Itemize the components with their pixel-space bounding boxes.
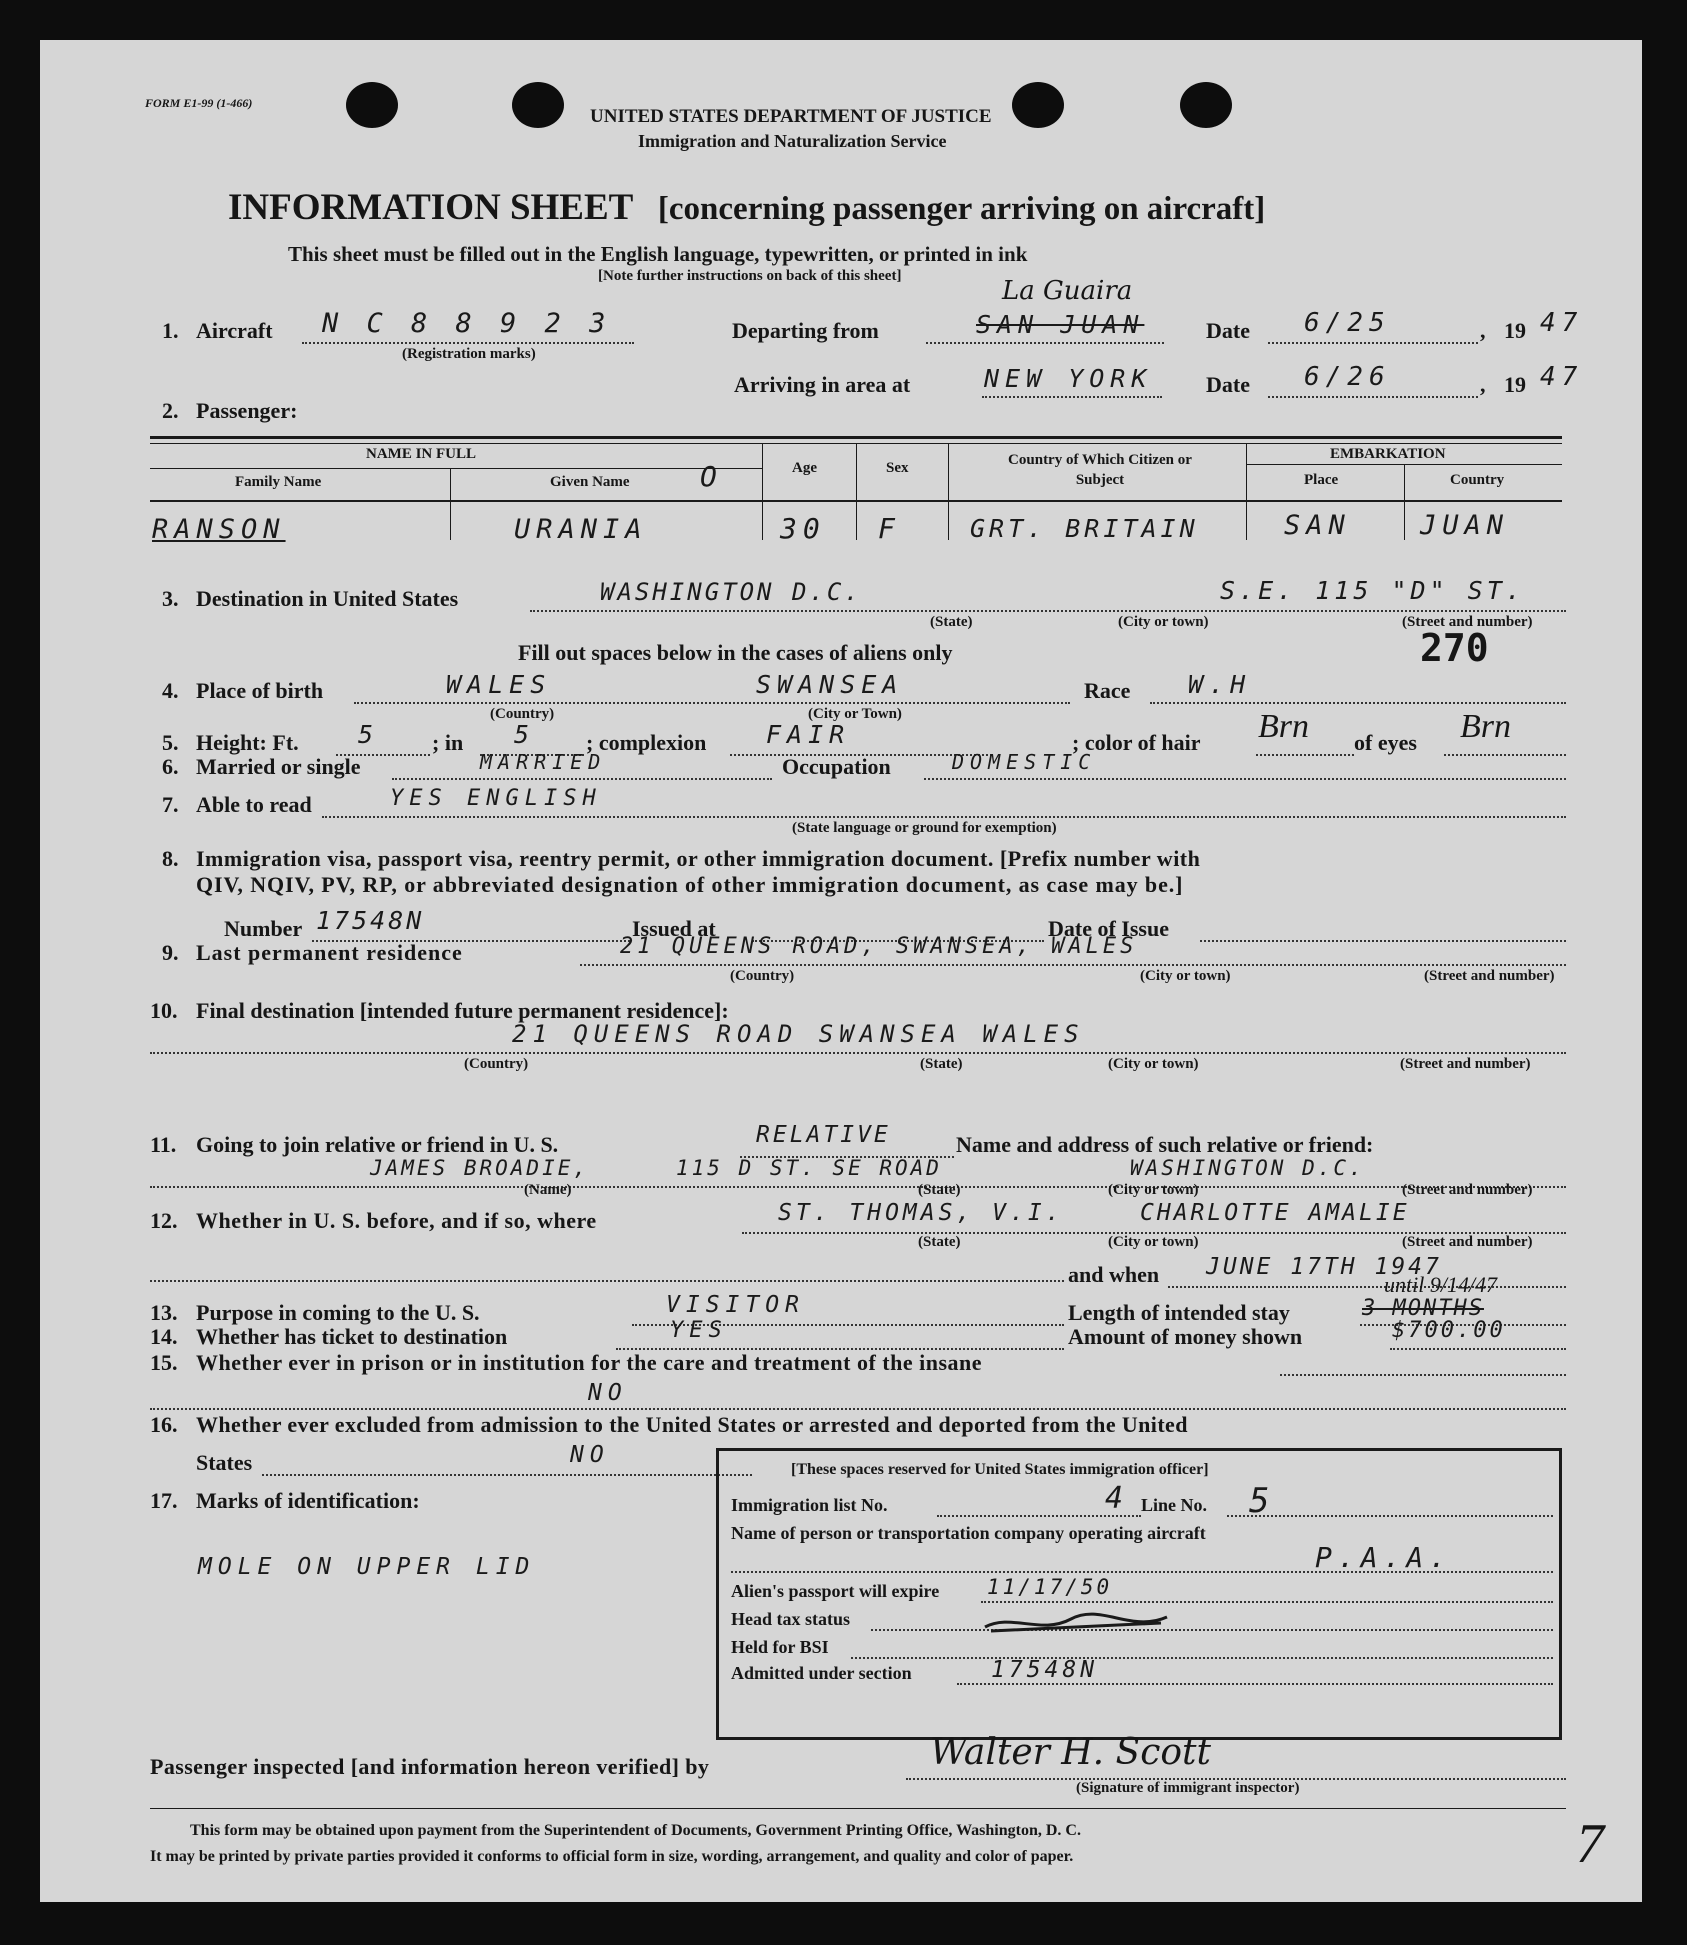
- department-name: UNITED STATES DEPARTMENT OF JUSTICE: [590, 106, 992, 127]
- embark-country-value: JUAN: [1420, 510, 1510, 541]
- marks-label: Marks of identification:: [196, 1488, 420, 1513]
- line-no-label: Line No.: [1141, 1495, 1208, 1515]
- excluded-label-line2: States: [196, 1450, 253, 1475]
- arriving-label: Arriving in area at: [734, 372, 911, 397]
- in-us-before-city: CHARLOTTE AMALIE: [1140, 1200, 1410, 1226]
- form-title: [228, 186, 1265, 229]
- header-emb-country: Country: [1450, 472, 1505, 488]
- item14-number: 14.: [150, 1324, 178, 1349]
- caption-country-10: (Country): [464, 1056, 529, 1072]
- number-label: Number: [224, 916, 303, 941]
- aliens-note: Fill out spaces below in the cases of aliens only: [518, 640, 953, 665]
- head-tax-scribble: [981, 1609, 1171, 1637]
- document-text-line1: Immigration visa, passport visa, reentry permit, or other immigration document. [Prefix number with: [196, 846, 1201, 871]
- caption-city-12: (City or town): [1108, 1234, 1199, 1250]
- passenger-label: Passenger:: [196, 398, 298, 423]
- purpose-label: Purpose in coming to the U. S.: [196, 1300, 480, 1325]
- caption-state-11: (State): [918, 1182, 961, 1198]
- admitted-value: 17548N: [991, 1657, 1099, 1683]
- depart-date-label: Date: [1206, 318, 1250, 343]
- form-code: FORM E1-99 (1-466): [145, 96, 253, 110]
- item1-number: 1.: [162, 318, 179, 343]
- in-us-before-where: ST. THOMAS, V.I.: [778, 1200, 1064, 1226]
- stay-label: Length of intended stay: [1068, 1300, 1290, 1325]
- caption-city-9: (City or town): [1140, 968, 1231, 984]
- caption-country: (Country): [490, 706, 555, 722]
- final-destination-value: 21 QUEENS ROAD SWANSEA WALES: [512, 1020, 1085, 1048]
- item17-number: 17.: [150, 1488, 178, 1513]
- item5-number: 5.: [162, 730, 179, 755]
- citizen-country-value: GRT. BRITAIN: [970, 514, 1199, 543]
- officer-box: [716, 1448, 1562, 1740]
- caption-state-12: (State): [918, 1234, 961, 1250]
- marks-value: MOLE ON UPPER LID: [198, 1554, 536, 1580]
- scribble-mark: [981, 1609, 1171, 1637]
- caption-street-11: (Street and number): [1402, 1182, 1533, 1198]
- caption-city-town: (City or Town): [808, 706, 902, 722]
- item15-number: 15.: [150, 1350, 178, 1375]
- caption-country-9: (Country): [730, 968, 795, 984]
- excluded-value: NO: [570, 1442, 610, 1468]
- item4-number: 4.: [162, 678, 179, 703]
- final-destination-label: Final destination [intended future permanent residence]:: [196, 998, 729, 1023]
- document-number-value: 17548N: [316, 906, 425, 935]
- footer-line1: This form may be obtained upon payment from the Superintendent of Documents, Government Printing Office, Washington, D. C.: [190, 1822, 1081, 1839]
- header-place: Place: [1304, 472, 1339, 488]
- caption-city: (City or town): [1118, 614, 1209, 630]
- item12-number: 12.: [150, 1208, 178, 1233]
- arrive-year-prefix: 19: [1504, 372, 1526, 397]
- immigration-list-label: Immigration list No.: [731, 1495, 888, 1515]
- page-mark: 7: [1576, 1813, 1604, 1875]
- departing-label: Departing from: [732, 318, 879, 343]
- line-no-value: 5: [1249, 1481, 1276, 1521]
- header-sex: Sex: [886, 460, 909, 476]
- prison-label: Whether ever in prison or in institution for the care and treatment of the insane: [196, 1350, 983, 1375]
- stay-value: 3 MONTHS: [1362, 1296, 1484, 1321]
- family-name-value: RANSON: [152, 514, 286, 545]
- sex-value: F: [878, 512, 901, 545]
- departing-value: SAN JUAN: [976, 310, 1145, 339]
- caption-city-11: (City or town): [1108, 1182, 1199, 1198]
- relative-city-value: WASHINGTON D.C.: [1130, 1156, 1365, 1180]
- join-relative-value: RELATIVE: [756, 1122, 891, 1148]
- complexion-value: FAIR: [766, 720, 851, 749]
- when-label: and when: [1068, 1262, 1160, 1287]
- footer-line2: It may be printed by private parties provided it conforms to official form in size, wording, arrangement, and quality and color of paper.: [150, 1848, 1074, 1865]
- title-bracket: [concerning passenger arriving on aircraft]: [657, 191, 1266, 227]
- officer-box-title: [These spaces reserved for United States immigration officer]: [791, 1461, 1209, 1478]
- ticket-label: Whether has ticket to destination: [196, 1324, 508, 1349]
- item8-number: 8.: [162, 846, 179, 871]
- relative-address-label: Name and address of such relative or friend:: [956, 1132, 1374, 1157]
- item9-number: 9.: [162, 940, 179, 965]
- instruction-text: This sheet must be filled out in the English language, typewritten, or printed in ink: [288, 242, 1028, 266]
- arriving-value: NEW YORK: [984, 364, 1153, 393]
- caption-street-10: (Street and number): [1400, 1056, 1531, 1072]
- item7-number: 7.: [162, 792, 179, 817]
- departing-correction: La Guaira: [1002, 276, 1133, 306]
- read-value: YES ENGLISH: [390, 786, 602, 811]
- passport-expire-value: 11/17/50: [987, 1575, 1113, 1599]
- arrive-year: 47: [1540, 362, 1584, 392]
- item10-number: 10.: [150, 998, 178, 1023]
- height-ft-value: 5: [358, 720, 380, 749]
- header-family-name: Family Name: [235, 474, 322, 490]
- inspected-label: Passenger inspected [and information hereon verified] by: [150, 1754, 710, 1779]
- hair-value: Brn: [1258, 708, 1309, 745]
- item3-number: 3.: [162, 586, 179, 611]
- embark-place-value: SAN: [1284, 510, 1351, 541]
- punch-hole: [346, 82, 398, 128]
- in-us-before-label: Whether in U. S. before, and if so, where: [196, 1208, 597, 1233]
- registration-caption: (Registration marks): [402, 346, 536, 362]
- signature-caption: (Signature of immigrant inspector): [1076, 1780, 1300, 1796]
- height-in-value: 5: [514, 720, 536, 749]
- join-relative-label: Going to join relative or friend in U. S.: [196, 1132, 559, 1157]
- item6-number: 6.: [162, 754, 179, 779]
- destination-label: Destination in United States: [196, 586, 459, 611]
- punch-hole: [512, 82, 564, 128]
- money-value: $700.00: [1392, 1318, 1506, 1343]
- eyes-label: of eyes: [1354, 730, 1417, 755]
- prison-value: NO: [588, 1380, 628, 1406]
- caption-state: (State): [930, 614, 973, 630]
- item16-number: 16.: [150, 1412, 178, 1437]
- form-sheet: [40, 40, 1642, 1902]
- given-name-mark: O: [700, 460, 723, 493]
- complexion-label: ; complexion: [586, 730, 707, 755]
- depart-date: 6/25: [1304, 308, 1391, 338]
- caption-state-10: (State): [920, 1056, 963, 1072]
- service-name: Immigration and Naturalization Service: [638, 131, 947, 151]
- bsi-label: Held for BSI: [731, 1637, 829, 1657]
- date-of-issue-label: Date of Issue: [1048, 916, 1169, 941]
- excluded-label-line1: Whether ever excluded from admission to the United States or arrested and deported from the United: [196, 1412, 1188, 1437]
- occupation-value: DOMESTIC: [952, 750, 1097, 774]
- caption-name-11: (Name): [524, 1182, 572, 1198]
- height-in-label: ; in: [432, 730, 464, 755]
- caption-street-9: (Street and number): [1424, 968, 1555, 984]
- birth-city-value: SWANSEA: [756, 670, 904, 699]
- header-given-name: Given Name: [550, 474, 630, 490]
- arrive-date-label: Date: [1206, 372, 1250, 397]
- caption-street-12: (Street and number): [1402, 1234, 1533, 1250]
- race-value: W.H: [1188, 670, 1252, 699]
- header-embarkation: EMBARKATION: [1330, 446, 1446, 462]
- height-ft-label: Height: Ft.: [196, 730, 299, 755]
- married-label: Married or single: [196, 754, 361, 779]
- caption-city-10: (City or town): [1108, 1056, 1199, 1072]
- head-tax-label: Head tax status: [731, 1609, 851, 1629]
- age-value: 30: [780, 512, 826, 545]
- ticket-value: YES: [670, 1318, 728, 1343]
- relative-address-value: 115 D ST. SE ROAD: [676, 1156, 942, 1180]
- inspector-signature: Walter H. Scott: [930, 1732, 1211, 1773]
- depart-year-prefix: 19: [1504, 318, 1526, 343]
- caption-street: (Street and number): [1402, 614, 1533, 630]
- stamp-number: 270: [1420, 626, 1489, 670]
- read-label: Able to read: [196, 792, 312, 817]
- item13-number: 13.: [150, 1300, 178, 1325]
- comma: ,: [1480, 318, 1486, 343]
- last-residence-value: 21 QUEENS ROAD, SWANSEA, WALES: [620, 934, 1138, 959]
- header-country-citizen: Country of Which Citizen or Subject: [1008, 452, 1192, 488]
- issued-at-label: Issued at: [632, 916, 716, 941]
- item2-number: 2.: [162, 398, 179, 423]
- note-text: [Note further instructions on back of this sheet]: [598, 268, 902, 284]
- birth-country-value: WALES: [446, 670, 552, 699]
- birthplace-label: Place of birth: [196, 678, 324, 703]
- relative-name-value: JAMES BROADIE,: [370, 1156, 590, 1180]
- immigration-list-value: 4: [1105, 1481, 1130, 1516]
- money-label: Amount of money shown: [1068, 1324, 1303, 1349]
- given-name-value: URANIA: [514, 514, 648, 545]
- destination-street-value: S.E. 115 "D" ST.: [1220, 576, 1525, 605]
- when-value: JUNE 17TH 1947: [1206, 1254, 1442, 1280]
- destination-state-value: WASHINGTON D.C.: [600, 578, 862, 606]
- occupation-label: Occupation: [782, 754, 891, 779]
- item11-number: 11.: [150, 1132, 177, 1157]
- hair-label: ; color of hair: [1072, 730, 1201, 755]
- punch-hole: [1180, 82, 1232, 128]
- company-value: P.A.A.: [1315, 1541, 1453, 1574]
- purpose-value: VISITOR: [666, 1292, 805, 1318]
- aircraft-label: Aircraft: [196, 318, 273, 343]
- depart-year: 47: [1540, 308, 1584, 338]
- race-label: Race: [1084, 678, 1131, 703]
- arrive-date: 6/26: [1304, 362, 1391, 392]
- aircraft-value: N C 8 8 9 2 3: [322, 308, 612, 339]
- stay-note: until 9/14/47: [1384, 1272, 1498, 1297]
- header-age: Age: [792, 460, 817, 476]
- admitted-label: Admitted under section: [731, 1663, 912, 1683]
- header-name-in-full: NAME IN FULL: [366, 446, 477, 462]
- title-main: INFORMATION SHEET: [228, 187, 633, 228]
- last-residence-label: Last permanent residence: [196, 940, 463, 965]
- passport-expire-label: Alien's passport will expire: [731, 1581, 940, 1601]
- read-caption: (State language or ground for exemption): [792, 820, 1057, 836]
- married-value: MARRIED: [480, 750, 607, 774]
- document-text-line2: QIV, NQIV, PV, RP, or abbreviated designation of other immigration document, as case may be.]: [196, 872, 1184, 897]
- company-label: Name of person or transportation company operating aircraft: [731, 1523, 1206, 1543]
- comma: ,: [1480, 372, 1486, 397]
- punch-hole: [1012, 82, 1064, 128]
- eyes-value: Brn: [1460, 708, 1511, 745]
